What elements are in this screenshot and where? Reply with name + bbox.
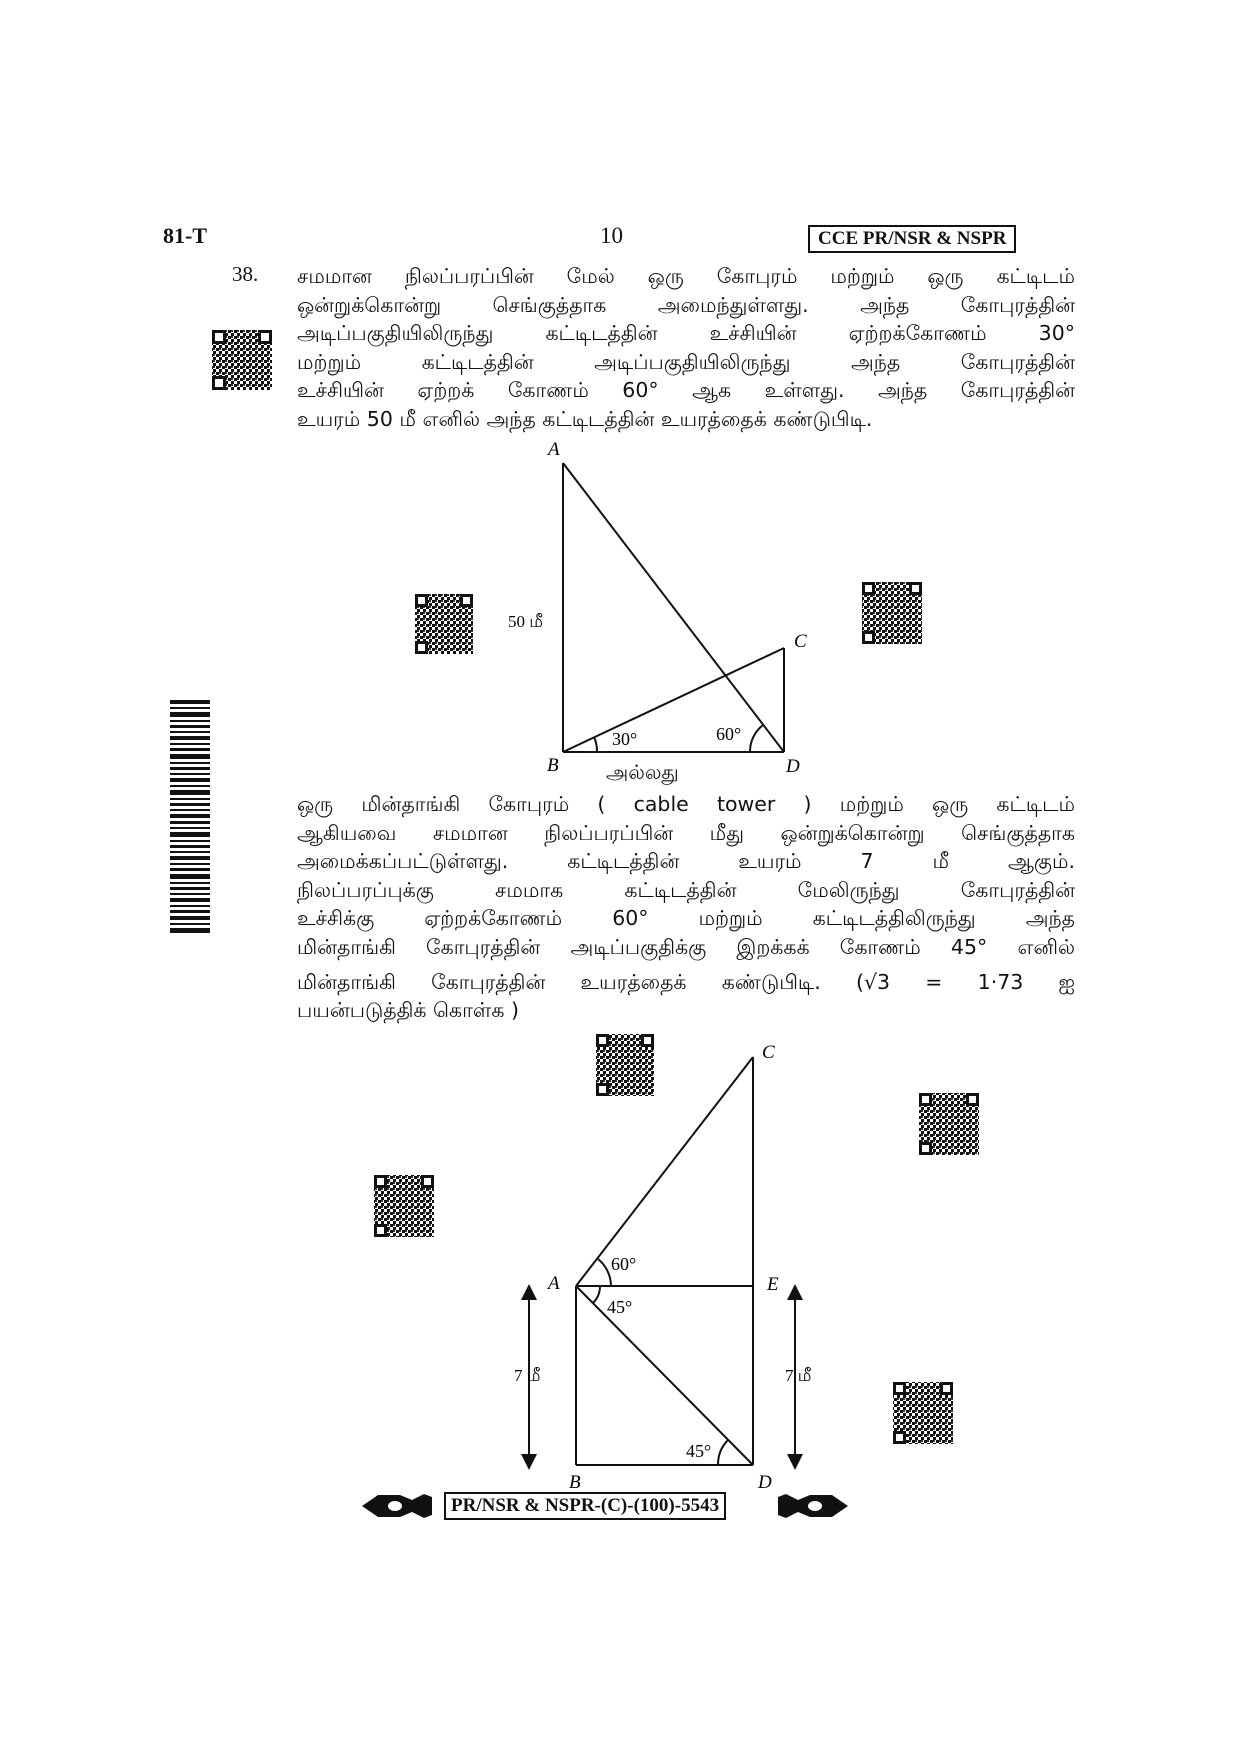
label-a: A — [548, 439, 560, 460]
q38-line-1: சமமான நிலப்பரப்பின் மேல் ஒரு கோபுரம் மற்றும் ஒரு கட்டிடம் — [297, 264, 1075, 288]
q38-line-2: ஒன்றுக்கொன்று செங்குத்தாக அமைந்துள்ளது. அந்த கோபுரத்தின் — [297, 292, 1075, 317]
label-d: D — [786, 756, 800, 777]
label-b: B — [547, 755, 559, 776]
q38-alt-line-2: ஆகியவை சமமான நிலப்பரப்பின் மீது ஒன்றுக்கொன்று செங்குத்தாக — [297, 820, 1075, 845]
angle-a-down-label: 45° — [607, 1297, 633, 1317]
label-b: B — [569, 1472, 581, 1493]
angle-d-label: 60° — [716, 724, 742, 744]
label-c: C — [762, 1042, 775, 1063]
q38-line-4: மற்றும் கட்டிடத்தின் அடிப்பகுதியிலிருந்து அந்த கோபுரத்தின் — [297, 349, 1075, 374]
label-e: E — [767, 1274, 779, 1295]
footer-code-box: PR/NSR & NSPR-(C)-(100)-5543 — [444, 1492, 726, 1520]
q38-alt-line-1: ஒரு மின்தாங்கி கோபுரம் ( cable tower ) மற்றும் ஒரு கட்டிடம் — [297, 792, 1075, 816]
or-label: அல்லது — [606, 760, 679, 784]
q38-line-5: உச்சியின் ஏற்றக் கோணம் 60° ஆக உள்ளது. அந்த கோபுரத்தின் — [297, 378, 1075, 403]
ornament-right-icon — [778, 1494, 848, 1518]
angle-a-up-label: 60° — [611, 1254, 637, 1274]
q38-alt-line-6: மின்தாங்கி கோபுரத்தின் அடிப்பகுதிக்கு இறக்கக் கோணம் 45° எனில் — [297, 934, 1075, 959]
q38-alt-line-4: நிலப்பரப்புக்கு சமமாக கட்டிடத்தின் மேலிருந்து கோபுரத்தின் — [297, 877, 1075, 902]
building-height-label: 7 மீ — [514, 1366, 541, 1385]
q38-alt-line-5: உச்சிக்கு ஏற்றக்கோணம் 60° மற்றும் கட்டிடத்திலிருந்து அந்த — [297, 906, 1075, 931]
tower-segment-height-label: 7 மீ — [785, 1366, 812, 1385]
label-d: D — [758, 1472, 772, 1493]
label-c: C — [794, 631, 807, 652]
tower-height-label: 50 மீ — [508, 612, 543, 631]
page-number: 10 — [600, 223, 623, 248]
label-a: A — [548, 1273, 560, 1294]
q38-line-3: அடிப்பகுதியிலிருந்து கட்டிடத்தின் உச்சியின் ஏற்றக்கோணம் 30° — [297, 321, 1075, 346]
ornament-left-icon — [362, 1494, 432, 1518]
angle-d-label: 45° — [686, 1441, 712, 1461]
page-code: 81-T — [163, 223, 207, 248]
q38-alt-line-8: பயன்படுத்திக் கொள்க ) — [297, 998, 519, 1023]
q38-alt-line-3: அமைக்கப்பட்டுள்ளது. கட்டிடத்தின் உயரம் 7 மீ ஆகும். — [297, 849, 1075, 874]
angle-b-label: 30° — [612, 729, 638, 749]
q38-alt-line-7: மின்தாங்கி கோபுரத்தின் உயரத்தைக் கண்டுபிடி. (√3 = 1·73 ஐ — [297, 969, 1075, 994]
exam-code-box: CCE PR/NSR & NSPR — [808, 225, 1016, 253]
q38-line-6: உயரம் 50 மீ எனில் அந்த கட்டிடத்தின் உயரத்தைக் கண்டுபிடி. — [297, 406, 873, 431]
question-number: 38. — [232, 262, 259, 286]
